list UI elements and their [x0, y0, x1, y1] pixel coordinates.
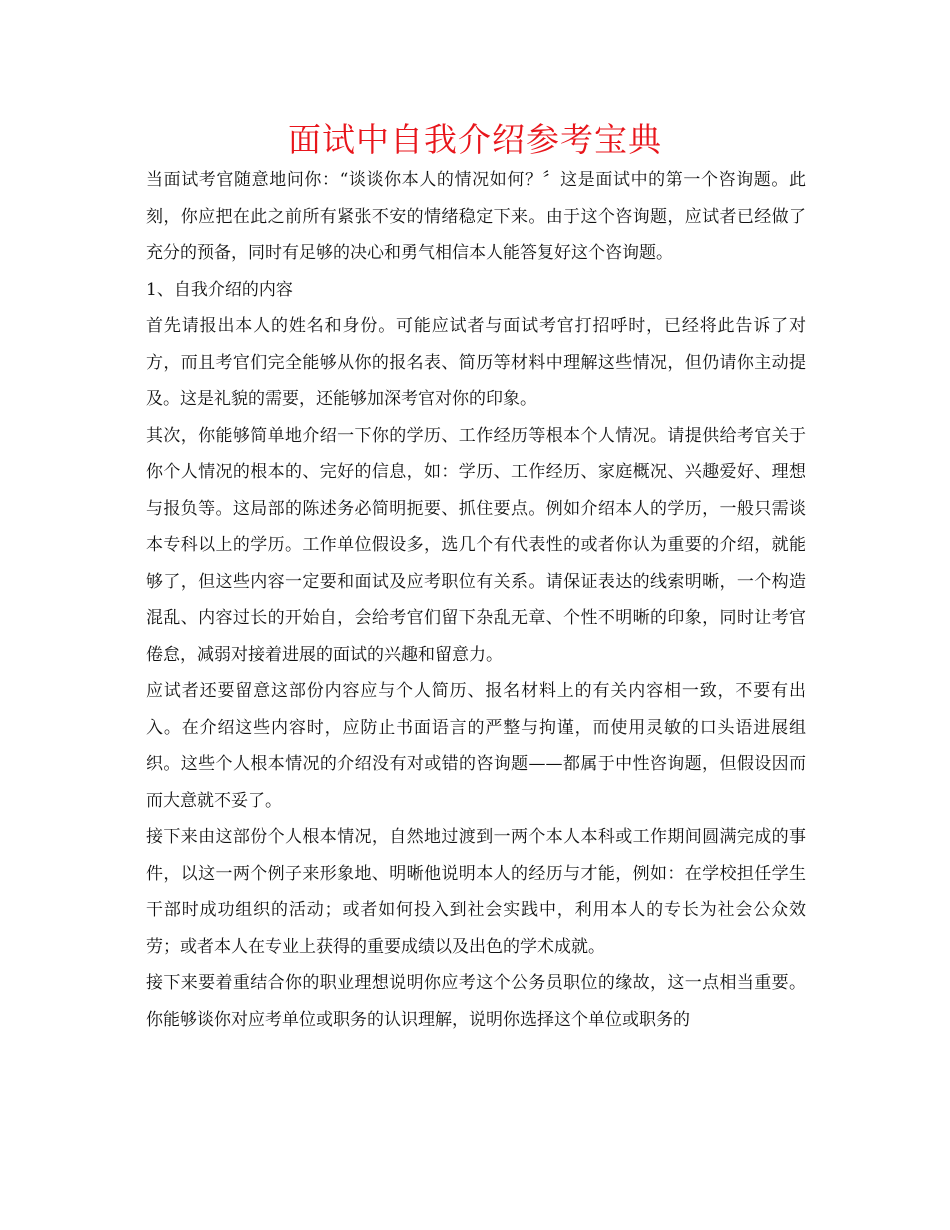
document-body [146, 162, 806, 1038]
paragraph-intro: 当面试考官随意地问你：“谈谈你本人的情况如何？〞这是面试中的第一个咨询题。此刻，你应把在此之前所有紧张不安的情绪稳定下来。由于这个咨询题，应试者已经做了充分的预备，同时有足够的决心和勇气相信本人能答复好这个咨询题。 [146, 170, 806, 263]
paragraph-background: 其次，你能够简单地介绍一下你的学历、工作经历等根本个人情况。请提供给考官关于你个人情况的根本的、完好的信息，如：学历、工作经历、家庭概况、兴趣爱好、理想与报负等。这局部的陈述务必简明扼要、抓住要点。例如介绍本人的学历，一般只需谈本专科以上的学历。工作单位假设多，选几个有代表性的或者你认为重要的介绍，就能够了，但这些内容一定要和面试及应考职位有关系。请保证表达的线索明晰，一个构造混乱、内容过长的开始自，会给考官们留下杂乱无章、个性不明晰的印象，同时让考官倦怠，减弱对接着进展的面试的兴趣和留意力。 [146, 425, 806, 665]
paragraph-name-and-identity: 首先请报出本人的姓名和身份。可能应试者与面试考官打招呼时，已经将此告诉了对方，而且考官们完全能够从你的报名表、简历等材料中理解这些情况，但仍请你主动提及。这是礼貌的需要，还能够加深考官对你的印象。 [146, 316, 806, 409]
paragraph-examples: 接下来由这部份个人根本情况，自然地过渡到一两个本人本科或工作期间圆满完成的事件，以这一两个例子来形象地、明晰他说明本人的经历与才能，例如：在学校担任学生干部时成功组织的活动；或者如何投入到社会实践中，利用本人的专长为社会公众效劳；或者本人在专业上获得的重要成绩以及出色的学术成就。 [146, 827, 806, 957]
document-title: 面试中自我介绍参考宝典 [288, 120, 662, 159]
paragraph-career-goals: 接下来要着重结合你的职业理想说明你应考这个公务员职位的缘故，这一点相当重要。你能够谈你对应考单位或职务的认识理解，说明你选择这个单位或职务的 [146, 973, 806, 1030]
paragraph-consistency: 应试者还要留意这部份内容应与个人简历、报名材料上的有关内容相一致，不要有出入。在介绍这些内容时，应防止书面语言的严整与拘谨，而使用灵敏的口头语进展组织。这些个人根本情况的介绍没有对或错的咨询题——都属于中性咨询题，但假设因而而大意就不妥了。 [146, 681, 806, 811]
section-heading-self-intro-content: 1、自我介绍的内容 [146, 279, 293, 300]
